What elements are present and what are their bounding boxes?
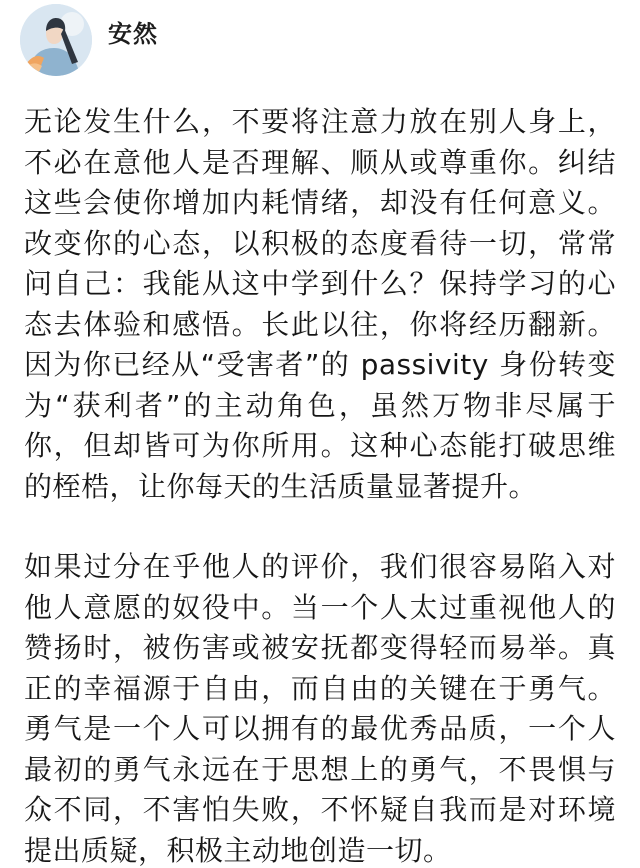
avatar-illustration-icon (20, 4, 92, 76)
avatar[interactable] (20, 4, 92, 76)
post-body (24, 102, 616, 868)
author-name[interactable]: 安然 (108, 20, 158, 48)
post-header (24, 0, 616, 98)
post-paragraph: 无论发生什么，不要将注意力放在别人身上，不必在意他人是否理解、顺从或尊重你。纠结这些会使你增加内耗情绪，却没有任何意义。改变你的心态，以积极的态度看待一切，常常问自己：我能从这中学到什么？保持学习的心态去体验和感悟。长此以往，你将经历翻新。因为你已经从“受害者”的 passivity 身份转变为“获利者”的主动角色，虽然万物非尽属于你，但却皆可为你所用。这种心态能打破思维的桎梏，让你每天的生活质量显著提升。 (24, 105, 616, 503)
post-paragraph: 如果过分在乎他人的评价，我们很容易陷入对他人意愿的奴役中。当一个人太过重视他人的赞扬时，被伤害或被安抚都变得轻而易举。真正的幸福源于自由，而自由的关键在于勇气。勇气是一个人可以拥有的最优秀品质，一个人最初的勇气永远在于思想上的勇气，不畏惧与众不同，不害怕失败，不怀疑自我而是对环境提出质疑，积极主动地创造一切。 (24, 550, 616, 867)
